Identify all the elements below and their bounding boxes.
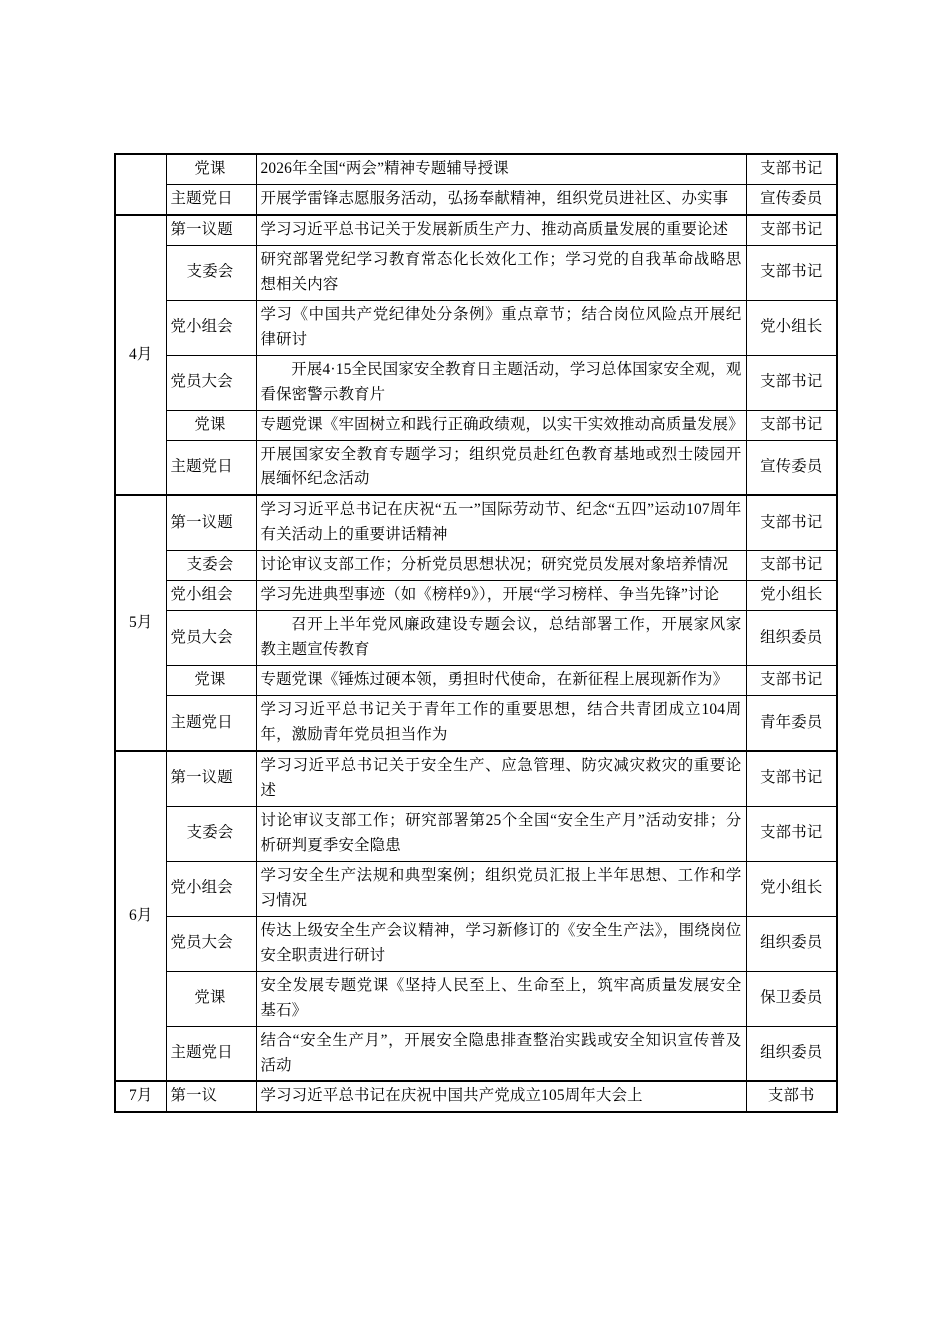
activity-content-cell: 2026年全国“两会”精神专题辅导授课 (256, 154, 746, 184)
responsible-person-cell: 支部书记 (746, 666, 837, 696)
responsible-person-cell: 组织委员 (746, 916, 837, 971)
table-row (115, 751, 837, 806)
table-row (115, 971, 837, 1026)
month-cell: 4月 (115, 215, 166, 496)
activity-type-cell: 主题党日 (166, 1026, 256, 1081)
table-row (115, 440, 837, 495)
activity-type-cell: 党课 (166, 971, 256, 1026)
table-row (115, 861, 837, 916)
activity-content-cell: 学习习近平总书记关于发展新质生产力、推动高质量发展的重要论述 (256, 215, 746, 245)
activity-type-cell: 第一议 (166, 1081, 256, 1112)
activity-content-cell: 结合“安全生产月”，开展安全隐患排查整治实践或安全知识宣传普及活动 (256, 1026, 746, 1081)
table-row (115, 611, 837, 666)
activity-content-cell: 学习先进典型事迹（如《榜样9》），开展“学习榜样、争当先锋”讨论 (256, 581, 746, 611)
responsible-person-cell: 组织委员 (746, 1026, 837, 1081)
responsible-person-cell: 组织委员 (746, 611, 837, 666)
table-row (115, 1026, 837, 1081)
activity-type-cell: 党课 (166, 666, 256, 696)
activity-type-cell: 党小组会 (166, 861, 256, 916)
responsible-person-cell: 党小组长 (746, 581, 837, 611)
table-row (115, 300, 837, 355)
activity-type-cell: 支委会 (166, 806, 256, 861)
activity-content-cell: 讨论审议支部工作；研究部署第25个全国“安全生产月”活动安排；分析研判夏季安全隐患 (256, 806, 746, 861)
activity-plan-table-wrap (114, 153, 836, 1113)
responsible-person-cell: 支部书记 (746, 410, 837, 440)
activity-type-cell: 党课 (166, 154, 256, 184)
responsible-person-cell: 支部书记 (746, 495, 837, 550)
responsible-person-cell: 宣传委员 (746, 184, 837, 214)
responsible-person-cell: 支部书记 (746, 551, 837, 581)
activity-content-cell: 讨论审议支部工作；分析党员思想状况；研究党员发展对象培养情况 (256, 551, 746, 581)
activity-plan-table (114, 153, 838, 1113)
responsible-person-cell: 支部书 (746, 1081, 837, 1112)
activity-type-cell: 主题党日 (166, 440, 256, 495)
month-cell: 5月 (115, 495, 166, 751)
table-row (115, 154, 837, 184)
responsible-person-cell: 宣传委员 (746, 440, 837, 495)
activity-content-cell: 学习习近平总书记关于青年工作的重要思想，结合共青团成立104周年，激励青年党员担当作为 (256, 696, 746, 751)
activity-content-cell: 专题党课《牢固树立和践行正确政绩观，以实干实效推动高质量发展》 (256, 410, 746, 440)
activity-content-cell: 开展国家安全教育专题学习；组织党员赴红色教育基地或烈士陵园开展缅怀纪念活动 (256, 440, 746, 495)
activity-plan-body (115, 154, 837, 1112)
activity-content-cell: 安全发展专题党课《坚持人民至上、生命至上，筑牢高质量发展安全基石》 (256, 971, 746, 1026)
activity-type-cell: 党员大会 (166, 355, 256, 410)
activity-content-cell: 学习安全生产法规和典型案例；组织党员汇报上半年思想、工作和学习情况 (256, 861, 746, 916)
responsible-person-cell: 支部书记 (746, 215, 837, 245)
table-row (115, 495, 837, 550)
activity-type-cell: 第一议题 (166, 495, 256, 550)
activity-type-cell: 主题党日 (166, 696, 256, 751)
responsible-person-cell: 支部书记 (746, 245, 837, 300)
responsible-person-cell: 党小组长 (746, 300, 837, 355)
table-row (115, 916, 837, 971)
month-cell: 7月 (115, 1081, 166, 1112)
activity-type-cell: 主题党日 (166, 184, 256, 214)
activity-type-cell: 第一议题 (166, 751, 256, 806)
activity-content-cell: 专题党课《锤炼过硬本领，勇担时代使命，在新征程上展现新作为》 (256, 666, 746, 696)
table-row (115, 410, 837, 440)
responsible-person-cell: 党小组长 (746, 861, 837, 916)
month-cell (115, 154, 166, 215)
activity-content-cell: 开展4·15全民国家安全教育日主题活动，学习总体国家安全观，观看保密警示教育片 (256, 355, 746, 410)
responsible-person-cell: 支部书记 (746, 806, 837, 861)
table-row (115, 355, 837, 410)
table-row (115, 581, 837, 611)
table-row (115, 184, 837, 214)
activity-type-cell: 党课 (166, 410, 256, 440)
activity-content-cell: 开展学雷锋志愿服务活动，弘扬奉献精神，组织党员进社区、办实事 (256, 184, 746, 214)
month-cell: 6月 (115, 751, 166, 1081)
table-row (115, 806, 837, 861)
responsible-person-cell: 青年委员 (746, 696, 837, 751)
activity-type-cell: 党小组会 (166, 300, 256, 355)
table-row (115, 245, 837, 300)
activity-type-cell: 支委会 (166, 551, 256, 581)
activity-content-cell: 学习习近平总书记在庆祝中国共产党成立105周年大会上 (256, 1081, 746, 1112)
table-row (115, 551, 837, 581)
responsible-person-cell: 保卫委员 (746, 971, 837, 1026)
table-row (115, 666, 837, 696)
activity-type-cell: 党员大会 (166, 916, 256, 971)
activity-type-cell: 第一议题 (166, 215, 256, 245)
activity-type-cell: 支委会 (166, 245, 256, 300)
activity-content-cell: 学习习近平总书记在庆祝“五一”国际劳动节、纪念“五四”运动107周年有关活动上的重要讲话精神 (256, 495, 746, 550)
activity-content-cell: 学习《中国共产党纪律处分条例》重点章节；结合岗位风险点开展纪律研讨 (256, 300, 746, 355)
responsible-person-cell: 支部书记 (746, 355, 837, 410)
activity-content-cell: 研究部署党纪学习教育常态化长效化工作；学习党的自我革命战略思想相关内容 (256, 245, 746, 300)
table-row (115, 215, 837, 245)
activity-content-cell: 学习习近平总书记关于安全生产、应急管理、防灾减灾救灾的重要论述 (256, 751, 746, 806)
responsible-person-cell: 支部书记 (746, 154, 837, 184)
activity-content-cell: 召开上半年党风廉政建设专题会议，总结部署工作，开展家风家教主题宣传教育 (256, 611, 746, 666)
activity-type-cell: 党员大会 (166, 611, 256, 666)
activity-content-cell: 传达上级安全生产会议精神，学习新修订的《安全生产法》，围绕岗位安全职责进行研讨 (256, 916, 746, 971)
responsible-person-cell: 支部书记 (746, 751, 837, 806)
activity-type-cell: 党小组会 (166, 581, 256, 611)
table-row (115, 696, 837, 751)
table-row (115, 1081, 837, 1112)
